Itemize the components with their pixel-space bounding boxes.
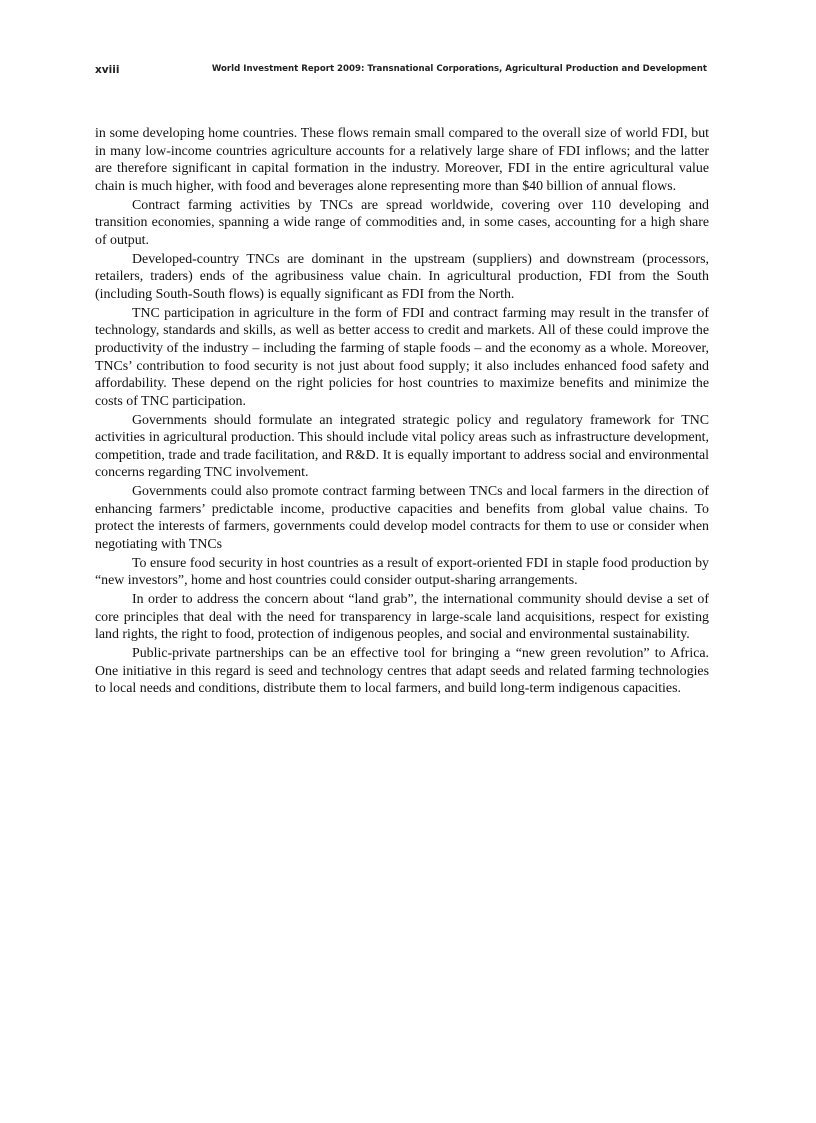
paragraph-tnc-participation: TNC participation in agriculture in the form of FDI and contract farming may result in the transfer of technology, standards and skills, as well as better access to credit and markets. All of these could improve the productivity of the industry – including the farming of staple foods – and the economy as a whole. Moreover, TNCs’ contribution to food security is not just about food supply; it also includes enhanced food safety and affordability. These depend on the right policies for host countries to maximize benefits and minimize the costs of TNC participation. (95, 305, 709, 409)
paragraph-public-private-partnerships: Public-private partnerships can be an effective tool for bringing a “new green revolution” to Africa. One initiative in this regard is seed and technology centres that adapt seeds and related farming technologies to local needs and conditions, distribute them to local farmers, and build long-term indigenous capacities. (95, 646, 709, 697)
paragraph-continuation: in some developing home countries. These flows remain small compared to the overall size of world FDI, but in many low-income countries agriculture accounts for a relatively large share of FDI inflows; and the latter are therefore significant in capital formation in the industry. Moreover, FDI in the entire agricultural value chain is much higher, with food and beverages alone representing more than $40 billion of annual flows. (95, 126, 709, 194)
paragraph-contract-farming-promotion: Governments could also promote contract farming between TNCs and local farmers in the direction of enhancing farmers’ predictable income, productive capacities and benefits from global value chains. To protect the interests of farmers, governments could develop model contracts for them to use or consider when negotiating with TNCs (95, 484, 709, 553)
running-title: World Investment Report 2009: Transnational Corporations, Agricultural Production and Development (211, 64, 707, 74)
paragraph-contract-farming: Contract farming activities by TNCs are spread worldwide, covering over 110 developing and transition economies, spanning a wide range of commodities and, in some cases, accounting for a high share of output. (95, 197, 709, 248)
paragraph-food-security: To ensure food security in host countries as a result of export-oriented FDI in staple food production by “new investors”, home and host countries could consider output-sharing arrangements. (95, 555, 709, 589)
page-header (95, 64, 707, 80)
paragraph-land-grab: In order to address the concern about “land grab”, the international community should devise a set of core principles that deal with the need for transparency in large-scale land acquisitions, respect for existing land rights, the right to food, protection of indigenous peoples, and social and environmental sustainability. (95, 592, 709, 643)
paragraph-developed-country-tncs: Developed-country TNCs are dominant in the upstream (suppliers) and downstream (processors, retailers, traders) ends of the agribusiness value chain. In agricultural production, FDI from the South (including South-South flows) is equally significant as FDI from the North. (95, 251, 709, 302)
body-text (95, 125, 709, 699)
page-number: xviii (95, 64, 120, 76)
paragraph-policy-framework: Governments should formulate an integrated strategic policy and regulatory framework for TNC activities in agricultural production. This should include vital policy areas such as infrastructure development, competition, trade and trade facilitation, and R&D. It is equally important to address social and environmental concerns regarding TNC involvement. (95, 412, 709, 481)
